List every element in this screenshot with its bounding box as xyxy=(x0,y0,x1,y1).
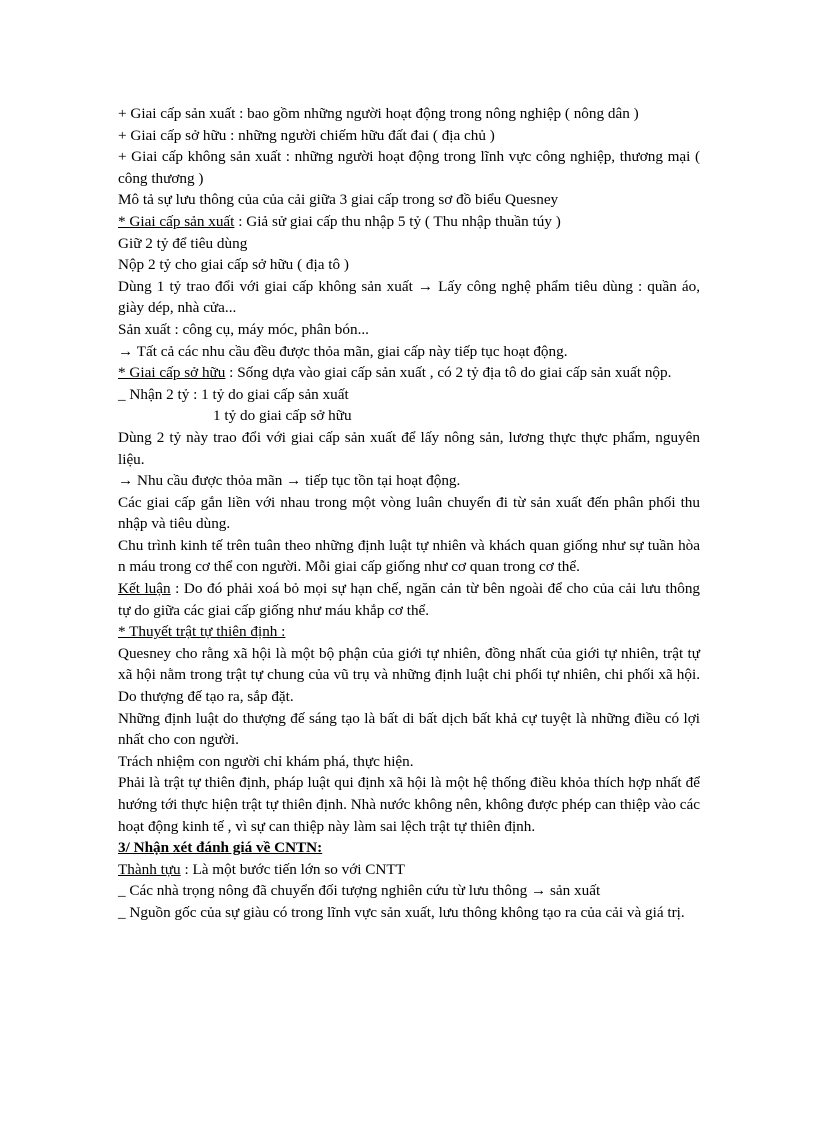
text-line: Giữ 2 tỷ để tiêu dùng xyxy=(118,234,248,252)
text-paragraph: Phải là trật tự thiên định, pháp luật qui định xã hội là một hệ thống điều khỏa thích hợp nhất để hướng tới thực hiện trật tự thiên định. Nhà nước không nên, không được phép can thiệp vào các hoạt động kinh tế , vì sự can thiệp này làm sai lệch trật tự thiên định. xyxy=(118,774,700,835)
text-paragraph xyxy=(118,578,700,621)
text-paragraph: _ Nguồn gốc của sự giàu có trong lĩnh vực sản xuất, lưu thông không tạo ra của cải và giá trị. xyxy=(118,903,685,921)
text-paragraph: Dùng 2 tỷ này trao đổi với giai cấp sản xuất để lấy nông sản, lương thực thực phẩm, nguyên liệu. xyxy=(118,428,700,468)
text-span: : Là một bước tiến lớn so với CNTT xyxy=(184,860,405,878)
text-line: 1 tỷ do giai cấp sở hữu xyxy=(213,407,352,425)
text-paragraph: Những định luật do thượng đế sáng tạo là bất di bất dịch bất khả cự tuyệt là những điều có lợi nhất cho con người. xyxy=(118,709,700,749)
section-heading-natural-order: * Thuyết trật tự thiên định : xyxy=(118,623,286,641)
text-line: + Giai cấp sản xuất : bao gồm những người hoạt động trong nông nghiệp ( nông dân ) xyxy=(118,105,639,122)
text-line xyxy=(118,211,700,233)
text-line: → Nhu cầu được thỏa mãn → tiếp tục tồn tại hoạt động. xyxy=(118,472,461,490)
text-paragraph: Quesney cho rằng xã hội là một bộ phận của giới tự nhiên, đồng nhất của giới tự nhiên, trật tự xã hội nằm trong trật tự chung của vũ trụ và những định luật chi phối tự nhiên, chi phối xã hội. Do thượng đế tạo ra, sắp đặt. xyxy=(118,644,700,706)
text-line: → Tất cả các nhu cầu đều được thỏa mãn, giai cấp này tiếp tục hoạt động. xyxy=(118,342,568,360)
text-paragraph: Các giai cấp gắn liền với nhau trong một vòng luân chuyển đi từ sản xuất đến phân phối thu nhập và tiêu dùng. xyxy=(118,493,700,533)
section-heading-owner-class: * Giai cấp sở hữu xyxy=(118,364,226,382)
text-paragraph: Chu trình kinh tế trên tuân theo những định luật tự nhiên và khách quan giống như sự tuần hòa n máu trong cơ thể con người. Mỗi giai cấp giống như cơ quan trong cơ thể. xyxy=(118,536,700,576)
conclusion-label: Kết luận xyxy=(118,580,171,598)
text-paragraph: + Giai cấp không sản xuất : những người hoạt động trong lĩnh vực công nghiệp, thương mại ( công thương ) xyxy=(118,148,700,187)
section-heading-evaluation: 3/ Nhận xét đánh giá về CNTN: xyxy=(118,839,323,857)
text-span: : Sống dựa vào giai cấp sản xuất , có 2 tỷ địa tô do giai cấp sản xuất nộp. xyxy=(229,364,672,382)
text-line xyxy=(118,837,700,859)
text-line: Trách nhiệm con người chỉ khám phá, thực hiện. xyxy=(118,752,414,770)
text-line: Nộp 2 tỷ cho giai cấp sở hữu ( địa tô ) xyxy=(118,256,349,274)
text-paragraph: Dùng 1 tỷ trao đổi với giai cấp không sản xuất → Lấy công nghệ phẩm tiêu dùng : quần áo, giày dép, nhà cửa... xyxy=(118,277,700,317)
text-line xyxy=(118,621,700,643)
text-span: : Giả sử giai cấp thu nhập 5 tỷ ( Thu nhập thuần túy ) xyxy=(238,212,561,230)
text-paragraph xyxy=(118,362,700,384)
text-line: + Giai cấp sở hữu : những người chiếm hữu đất đai ( địa chủ ) xyxy=(118,126,495,144)
document-page xyxy=(118,103,700,924)
text-span: : Do đó phải xoá bỏ mọi sự hạn chế, ngăn cản từ bên ngoài để cho của cải lưu thông tự do giữa các giai cấp giống như máu khắp cơ thể. xyxy=(118,580,701,619)
text-line: _ Nhận 2 tỷ : 1 tỷ do giai cấp sản xuất xyxy=(118,385,349,403)
text-line xyxy=(118,859,700,881)
achievements-label: Thành tựu xyxy=(118,860,181,878)
text-line: Mô tả sự lưu thông của của cải giữa 3 giai cấp trong sơ đồ biểu Quesney xyxy=(118,191,559,209)
text-line: Sản xuất : công cụ, máy móc, phân bón... xyxy=(118,320,369,338)
text-line: _ Các nhà trọng nông đã chuyển đối tượng nghiên cứu từ lưu thông → sản xuất xyxy=(118,882,601,900)
section-heading-production-class: * Giai cấp sản xuất xyxy=(118,212,235,230)
